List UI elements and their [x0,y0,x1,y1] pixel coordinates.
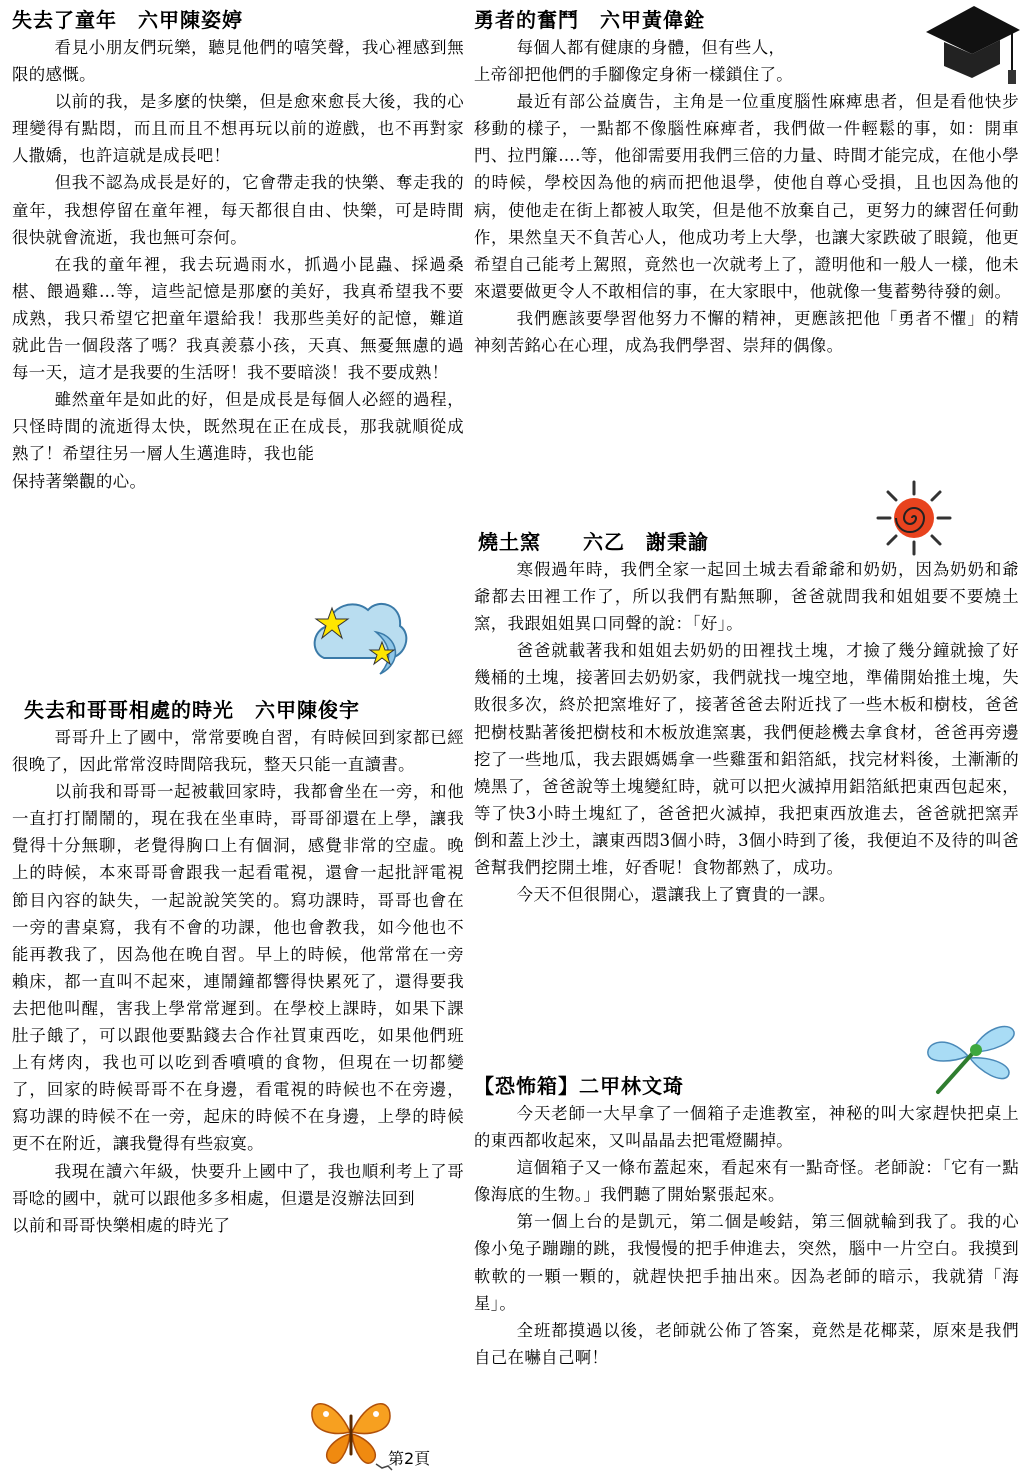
article-paragraph: 以前的我，是多麼的快樂，但是愈來愈長大後，我的心理變得有點悶，而且而且不想再玩以前的遊戲，也不再對家人撒嬌，也許這就是成長吧！ [12,92,464,166]
article-paragraph: 這個箱子又一條布蓋起來，看起來有一點奇怪。老師說：「它有一點像海底的生物。」我們聽了開始緊張起來。 [474,1158,1019,1205]
page-number: 第2頁 [388,1449,431,1468]
article-paragraph-tail: 保持著樂觀的心。 [12,471,147,491]
article-paragraph: 今天老師一大早拿了一個箱子走進教室，神秘的叫大家趕快把桌上的東西都收起來，又叫晶晶去把電燈關掉。 [474,1104,1019,1151]
article-title: 失去和哥哥相處的時光 六甲陳俊宇 [24,698,360,722]
article-title: 勇者的奮鬥 六甲黃偉銓 [474,8,705,32]
cloud-moon-stars-icon [306,592,414,680]
article-paragraph: 今天不但很開心，還讓我上了寶貴的一課。 [516,885,836,905]
article-paragraph: 爸爸就載著我和姐姐去奶奶的田裡找土塊，才撿了幾分鐘就撿了好幾桶的土塊，接著回去奶奶家，我們就找一塊空地，準備開始推土塊，失敗很多次，終於把窯堆好了，接著爸爸去附近找了一些木板和樹枝，爸爸把樹枝點著後把樹枝和木板放進窯裏，我們便趁機去拿食材，爸爸再旁邊挖了一些地瓜，我去跟媽媽拿一些雞蛋和鋁箔紙，找完材料後，土漸漸的燒黑了，爸爸說等土塊變紅時，就可以把火滅掉用鋁箔紙把東西包起來，等了快3小時土塊紅了，爸爸把火滅掉，我把東西放進去，爸爸就把窯弄倒和蓋上沙土，讓東西悶3個小時，3個小時到了後，我便迫不及待的叫爸爸幫我們挖開土堆，好香呢！食物都熟了，成功。 [474,641,1019,878]
article-paragraph: 在我的童年裡，我去玩過雨水，抓過小昆蟲、採過桑椹、餵過雞…等，這些記憶是那麼的美好，我真希望我不要成熟，我只希望它把童年還給我！我那些美好的記憶，難道就此告一個段落了嗎？我真羨慕小孩，天真、無憂無慮的過每一天，這才是我要的生活呀！我不要暗淡！我不要成熟！ [12,254,464,383]
article-paragraph: 我們應該要學習他努力不懈的精神，更應該把他「勇者不懼」的精神刻苦銘心在心理，成為我們學習、崇拜的偶像。 [474,308,1019,356]
butterfly-icon [306,1390,396,1474]
article-scary-box [474,1072,1019,1371]
article-paragraph: 哥哥升上了國中，常常要晚自習，有時候回到家都已經很晚了，因此常常沒時間陪我玩，整天只能一直讀書。 [12,728,464,775]
graduation-cap-icon [918,0,1022,92]
article-paragraph-tail: 上帝卻把他們的手腳像定身術一樣鎖住了。 [474,65,794,85]
article-paragraph-tail: 以前和哥哥快樂相處的時光了 [12,1215,231,1235]
article-title: 失去了童年 六甲陳姿婷 [12,8,243,32]
article-paragraph: 我現在讀六年級，快要升上國中了，我也順利考上了哥哥唸的國中，就可以跟他多多相處，但還是沒辦法回到 [12,1161,464,1208]
article-title: 【恐怖箱】二甲林文琦 [474,1074,684,1098]
article-paragraph: 但我不認為成長是好的，它會帶走我的快樂、奪走我的童年，我想停留在童年裡，每天都很自由、快樂，可是時間很快就會流逝，我也無可奈何。 [12,173,464,247]
article-paragraph: 最近有部公益廣告，主角是一位重度腦性麻痺患者，但是看他快步移動的樣子，一點都不像腦性麻痺者，我們做一件輕鬆的事，如：開車門、拉門簾….等，他卻需要用我們三倍的力量、時間才能完成，在他小學的時候，學校因為他的病而把他退學，使他自尊心受損，且也因為他的病，使他走在街上都被人取笑，但是他不放棄自己，更努力的練習任何動作，果然皇天不負苦心人，他成功考上大學，也讓大家跌破了眼鏡，他更希望自己能考上駕照，竟然也一次就考上了，證明他和一般人一樣，他未來還要做更令人不敢相信的事，在大家眼中，他就像一隻蓄勢待發的劍。 [474,92,1019,301]
article-earth-kiln [474,528,1019,908]
article-paragraph: 第一個上台的是凱元，第二個是峻銡，第三個就輪到我了。我的心像小兔子蹦蹦的跳，我慢慢的把手伸進去，突然，腦中一片空白。我摸到軟軟的一顆一顆的，就趕快把手抽出來。因為老師的暗示，我就猜「海星」。 [474,1212,1019,1313]
article-paragraph: 看見小朋友們玩樂，聽見他們的嘻笑聲，我心裡感到無限的感慨。 [12,38,464,85]
article-paragraph: 寒假過年時，我們全家一起回土城去看爺爺和奶奶，因為奶奶和爺爺都去田裡工作了，所以我們有點無聊，爸爸就問我和姐姐要不要燒土窯，我跟姐姐異口同聲的說：「好」。 [474,560,1019,634]
sun-icon [876,480,952,556]
article-brother-time [12,696,464,1239]
article-paragraph: 全班都摸過以後，老師就公佈了答案，竟然是花椰菜，原來是我們自己在嚇自己啊！ [474,1320,1019,1367]
article-paragraph: 以前我和哥哥一起被載回家時，我都會坐在一旁，和他一直打打鬧鬧的，現在我在坐車時，哥哥卻還在上學，讓我覺得十分無聊，老覺得胸口上有個洞，感覺非常的空虛。晚上的時候，本來哥哥會跟我一起看電視，還會一起批評電視節目內容的缺失，一起說說笑笑的。寫功課時，哥哥也會在一旁的書桌寫，我有不會的功課，他也會教我，如今他也不能再教我了，因為他在晚自習。早上的時候，他常常在一旁賴床，都一直叫不起來，連鬧鐘都響得快累死了，還得要我去把他叫醒，害我上學常常遲到。在學校上課時，如果下課肚子餓了，可以跟他要點錢去合作社買東西吃，如果他們班上有烤肉，我也可以吃到香噴噴的食物，但現在一切都變了，回家的時候哥哥不在身邊，看電視的時候也不在旁邊，寫功課的時候不在一旁，起床的時候不在身邊，上學的時候更不在附近，讓我覺得有些寂寞。 [12,782,464,1154]
article-paragraph: 雖然童年是如此的好，但是成長是每個人必經的過程，只怪時間的流逝得太快，既然現在正在成長，那我就順從成熟了！希望往另一層人生邁進時，我也能 [12,390,464,464]
dragonfly-icon [918,1014,1022,1098]
article-title: 燒土窯 六乙 謝秉諭 [478,530,709,554]
article-lost-childhood [12,6,464,495]
article-paragraph: 每個人都有健康的身體，但有些人， [516,38,786,57]
